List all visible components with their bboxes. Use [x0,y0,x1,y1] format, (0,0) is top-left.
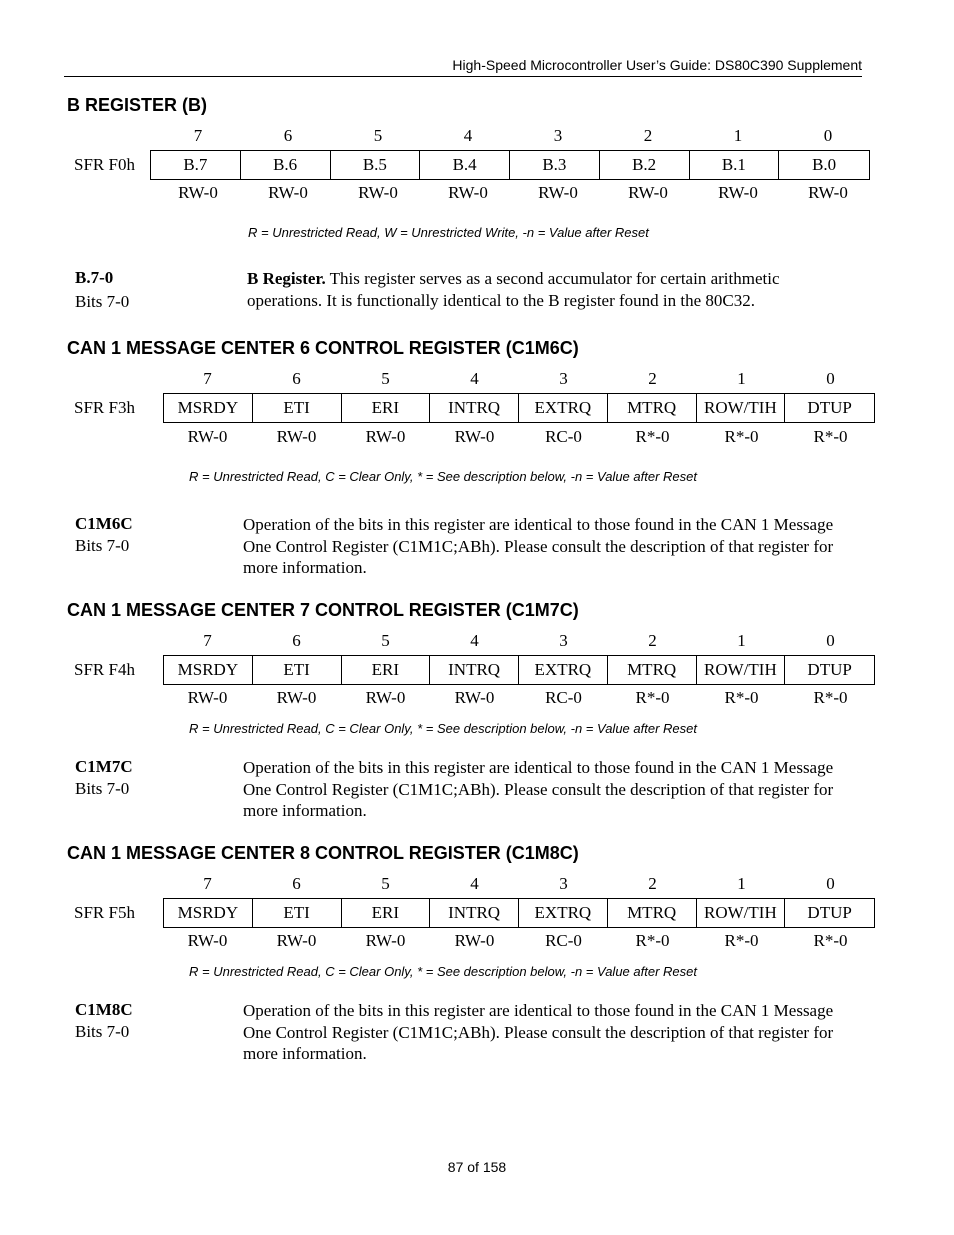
bit-number: 7 [193,126,203,145]
register-bit-cell: ERI [342,656,431,684]
bit-number: 6 [283,126,293,145]
bit-number: 1 [737,874,746,893]
register-bit-cell: DTUP [807,660,852,679]
bit-number: 4 [470,874,479,893]
bit-number: 2 [648,631,657,650]
register-bit-cell: ETI [253,656,342,684]
field-bits: Bits 7-0 [75,536,130,555]
register-bit-cell: ETI [253,394,342,422]
reset-values [163,688,875,708]
reset-value: R*-0 [813,688,848,707]
register-bit-cell: B.7 [151,151,241,179]
register-bit-cell: DTUP [807,398,852,417]
register-bit-cell: MTRQ [608,899,697,927]
reset-value: RW-0 [276,427,317,446]
bit-number: 2 [648,369,657,388]
reset-value: RW-0 [454,931,495,950]
reset-values [153,183,873,203]
reset-value: R*-0 [635,427,670,446]
reset-value: RW-0 [178,183,218,202]
bit-number: 3 [553,126,563,145]
bit-number: 7 [203,631,212,650]
register-legend-note: R = Unrestricted Read, C = Clear Only, * = See description below, -n = Value after Reset [189,721,697,736]
bit-number: 5 [381,631,390,650]
field-name: C1M7C [75,757,133,776]
bit-numbers [163,874,875,894]
bit-number: 5 [381,369,390,388]
reset-value: RW-0 [276,688,317,707]
field-name: C1M6C [75,514,133,533]
reset-value: RC-0 [545,688,582,707]
reset-value: RW-0 [808,183,848,202]
reset-values [163,427,875,447]
reset-value: RW-0 [448,183,488,202]
field-bits: Bits 7-0 [75,292,130,311]
field-bits: Bits 7-0 [75,1022,130,1041]
bit-numbers [163,369,875,389]
field-name: B.7-0 [75,268,114,287]
bit-number: 5 [373,126,383,145]
reset-value: RW-0 [358,183,398,202]
register-bit-cell: ROW/TIH [697,394,786,422]
field-bits: Bits 7-0 [75,779,130,798]
register-bit-cell: B.5 [331,151,421,179]
reset-value: RW-0 [187,427,228,446]
reset-value: RW-0 [268,183,308,202]
bit-number: 4 [470,369,479,388]
bit-number: 5 [381,874,390,893]
section-heading: CAN 1 MESSAGE CENTER 8 CONTROL REGISTER (C1M8C) [67,843,579,863]
bit-number: 2 [643,126,653,145]
register-bit-cell: B.2 [600,151,690,179]
reset-value: RW-0 [187,688,228,707]
bit-number: 4 [463,126,473,145]
bit-number: 3 [559,631,568,650]
register-bit-cell: B.3 [510,151,600,179]
reset-value: RW-0 [538,183,578,202]
page-header: High-Speed Microcontroller User’s Guide: DS80C390 Supplement [64,55,862,77]
reset-value: RW-0 [454,688,495,707]
register-bit-cell: MTRQ [608,656,697,684]
sfr-address: SFR F4h [74,660,135,679]
register-row [163,655,875,685]
bit-number: 0 [823,126,833,145]
bit-number: 7 [203,874,212,893]
register-row [163,393,875,423]
reset-value: R*-0 [813,931,848,950]
reset-value: RW-0 [365,688,406,707]
register-bit-cell: B.4 [420,151,510,179]
register-bit-cell: B.1 [690,151,780,179]
register-legend-note: R = Unrestricted Read, C = Clear Only, * = See description below, -n = Value after Reset [189,469,697,484]
register-bit-cell: MSRDY [164,899,253,927]
section-heading: B REGISTER (B) [67,95,208,115]
reset-value: RW-0 [365,931,406,950]
reset-value: RW-0 [276,931,317,950]
bit-number: 0 [826,874,835,893]
register-bit-cell: B.0 [812,155,837,174]
register-bit-cell: MSRDY [164,394,253,422]
register-bit-cell: ROW/TIH [697,656,786,684]
register-legend-note: R = Unrestricted Read, C = Clear Only, * = See description below, -n = Value after Reset [189,964,697,979]
register-bit-cell: EXTRQ [519,656,608,684]
bit-number: 3 [559,369,568,388]
register-bit-cell: ERI [342,899,431,927]
register-bit-cell: MSRDY [164,656,253,684]
reset-value: RW-0 [628,183,668,202]
section-heading: CAN 1 MESSAGE CENTER 7 CONTROL REGISTER (C1M7C) [67,600,579,620]
bit-number: 1 [737,631,746,650]
field-description-body: This register serves as a second accumulator for certain arithmetic operations. It is functionally identical to the B register found in the 80C32. [247,269,780,310]
page-number: 87 of 158 [447,1159,507,1175]
reset-value: R*-0 [635,688,670,707]
field-description-title: B Register. [247,269,326,288]
field-description [247,268,857,311]
bit-number: 1 [737,369,746,388]
register-bit-cell: DTUP [807,903,852,922]
reset-value: R*-0 [813,427,848,446]
bit-number: 6 [292,874,301,893]
reset-value: RC-0 [545,931,582,950]
register-bit-cell: ROW/TIH [697,899,786,927]
register-row [163,898,875,928]
reset-values [163,931,875,951]
register-bit-cell: ERI [342,394,431,422]
reset-value: R*-0 [724,931,759,950]
field-name: C1M8C [75,1000,133,1019]
reset-value: RC-0 [545,427,582,446]
bit-numbers [153,126,873,146]
sfr-address: SFR F5h [74,903,135,922]
reset-value: RW-0 [365,427,406,446]
sfr-address: SFR F0h [74,155,135,174]
section-heading: CAN 1 MESSAGE CENTER 6 CONTROL REGISTER (C1M6C) [67,338,579,358]
field-description: Operation of the bits in this register are identical to those found in the CAN 1 Message One Control Register (C1M1C;ABh). Please consult the description of that register for more information. [243,515,834,577]
bit-number: 2 [648,874,657,893]
reset-value: R*-0 [724,688,759,707]
register-bit-cell: INTRQ [430,394,519,422]
bit-number: 6 [292,631,301,650]
bit-number: 0 [826,369,835,388]
field-description: Operation of the bits in this register are identical to those found in the CAN 1 Message One Control Register (C1M1C;ABh). Please consult the description of that register for more information. [243,1001,834,1063]
reset-value: R*-0 [724,427,759,446]
reset-value: R*-0 [635,931,670,950]
register-bit-cell: MTRQ [608,394,697,422]
bit-number: 1 [733,126,743,145]
register-bit-cell: B.6 [241,151,331,179]
reset-value: RW-0 [718,183,758,202]
register-bit-cell: INTRQ [430,899,519,927]
sfr-address: SFR F3h [74,398,135,417]
bit-number: 4 [470,631,479,650]
register-bit-cell: EXTRQ [519,394,608,422]
reset-value: RW-0 [187,931,228,950]
bit-numbers [163,631,875,651]
register-bit-cell: INTRQ [430,656,519,684]
register-bit-cell: EXTRQ [519,899,608,927]
bit-number: 0 [826,631,835,650]
bit-number: 6 [292,369,301,388]
field-description: Operation of the bits in this register are identical to those found in the CAN 1 Message One Control Register (C1M1C;ABh). Please consult the description of that register for more information. [243,758,834,820]
register-legend-note: R = Unrestricted Read, W = Unrestricted Write, -n = Value after Reset [248,225,649,240]
register-row [150,150,870,180]
register-bit-cell: ETI [253,899,342,927]
bit-number: 3 [559,874,568,893]
bit-number: 7 [203,369,212,388]
reset-value: RW-0 [454,427,495,446]
